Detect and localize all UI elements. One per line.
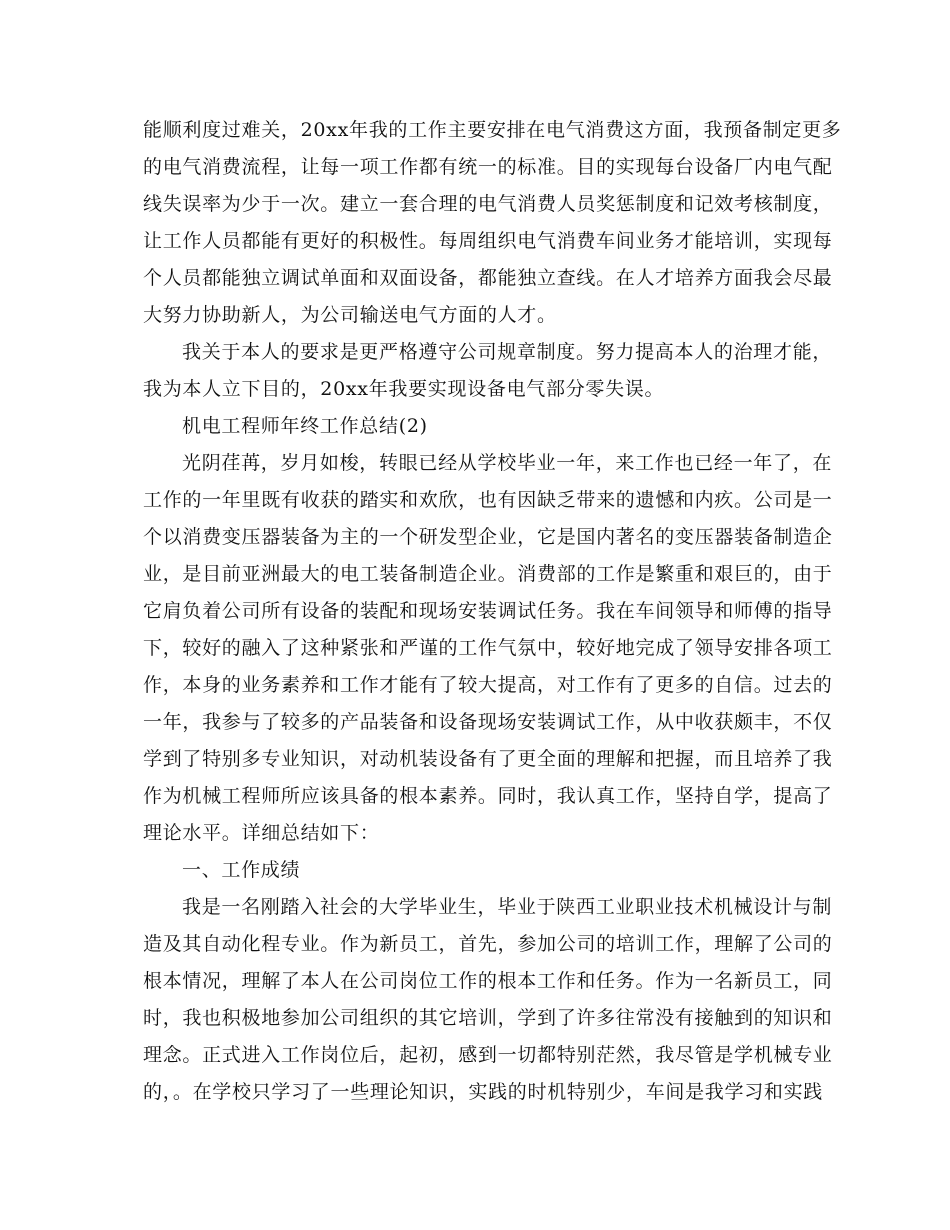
- text-line: 的电气消费流程，让每一项工作都有统一的标准。目的实现每台设备厂内电气配: [143, 156, 833, 178]
- section-heading: 一、工作成绩: [182, 859, 301, 881]
- text-line: 下，较好的融入了这种紧张和严谨的工作气氛中，较好地完成了领导安排各项工: [143, 637, 833, 659]
- text-line: 线失误率为少于一次。建立一套合理的电气消费人员奖惩制度和记效考核制度，: [143, 193, 833, 215]
- text-line: 它肩负着公司所有设备的装配和现场安装调试任务。我在车间领导和师傅的指导: [143, 600, 833, 622]
- text-line: 我为本人立下目的，20xx年我要实现设备电气部分零失误。: [143, 378, 665, 400]
- text-line: 理论水平。详细总结如下：: [143, 822, 380, 844]
- text-line: 工作的一年里既有收获的踏实和欢欣，也有因缺乏带来的遗憾和内疚。公司是一: [143, 489, 833, 511]
- text-line: 理念。正式进入工作岗位后，起初，感到一切都特别茫然，我尽管是学机械专业: [143, 1044, 833, 1066]
- text-line: 个以消费变压器装备为主的一个研发型企业，它是国内著名的变压器装备制造企: [143, 526, 833, 548]
- text-line: 时，我也积极地参加公司组织的其它培训，学到了许多往常没有接触到的知识和: [143, 1007, 833, 1029]
- text-line: 业，是目前亚洲最大的电工装备制造企业。消费部的工作是繁重和艰巨的，由于: [143, 563, 833, 585]
- text-line: 的，。在学校只学习了一些理论知识，实践的时机特别少，车间是我学习和实践: [143, 1081, 824, 1103]
- text-line: 作为机械工程师所应该具备的根本素养。同时，我认真工作，坚持自学，提高了: [143, 785, 833, 807]
- text-line: 我关于本人的要求是更严格遵守公司规章制度。努力提高本人的治理才能，: [182, 341, 833, 363]
- text-line: 光阴荏苒，岁月如梭，转眼已经从学校毕业一年，来工作也已经一年了，在: [182, 452, 833, 474]
- text-line: 个人员都能独立调试单面和双面设备，都能独立查线。在人才培养方面我会尽最: [143, 267, 833, 289]
- text-line: 一年，我参与了较多的产品装备和设备现场安装调试工作，从中收获颇丰，不仅: [143, 711, 833, 733]
- text-line: 学到了特别多专业知识，对动机装设备有了更全面的理解和把握，而且培养了我: [143, 748, 833, 770]
- section-heading: 机电工程师年终工作总结(2): [182, 415, 428, 437]
- text-line: 大努力协助新人，为公司输送电气方面的人才。: [143, 304, 557, 326]
- text-line: 能顺利度过难关，20xx年我的工作主要安排在电气消费这方面，我预备制定更多: [143, 119, 842, 141]
- text-line: 造及其自动化程专业。作为新员工，首先，参加公司的培训工作，理解了公司的: [143, 933, 833, 955]
- text-line: 根本情况，理解了本人在公司岗位工作的根本工作和任务。作为一名新员工，同: [143, 970, 833, 992]
- text-line: 作，本身的业务素养和工作才能有了较大提高，对工作有了更多的自信。过去的: [143, 674, 833, 696]
- text-line: 让工作人员都能有更好的积极性。每周组织电气消费车间业务才能培训，实现每: [143, 230, 833, 252]
- text-line: 我是一名刚踏入社会的大学毕业生，毕业于陕西工业职业技术机械设计与制: [182, 896, 833, 918]
